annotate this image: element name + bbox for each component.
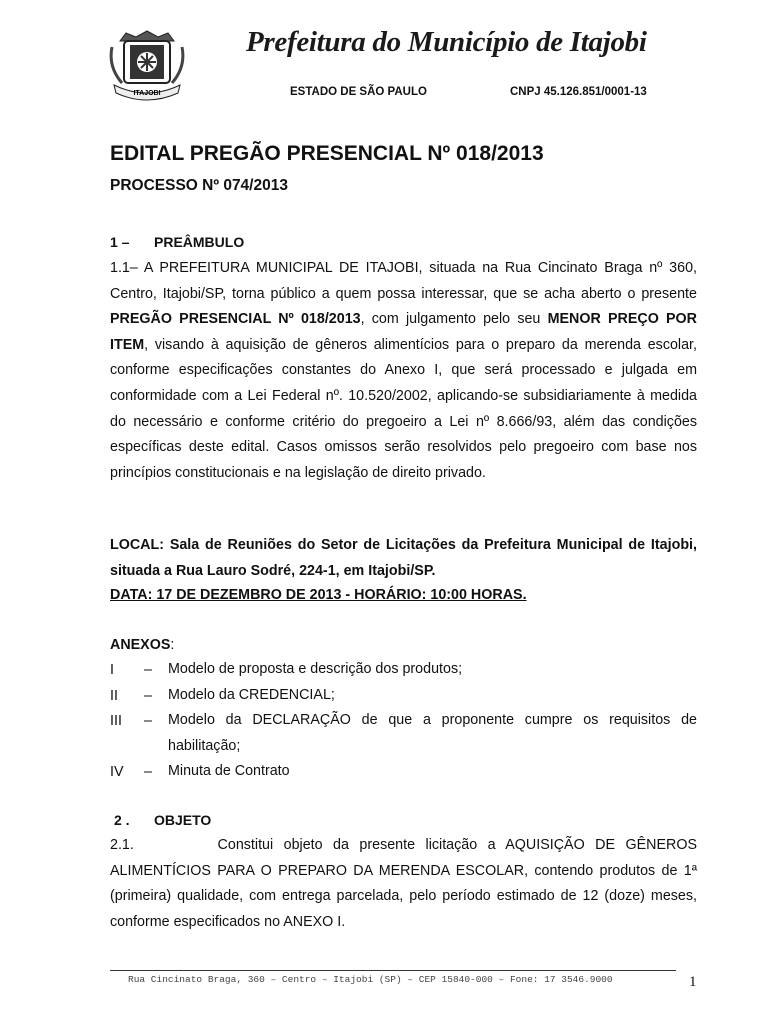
preambulo-paragraph: 1.1– A PREFEITURA MUNICIPAL DE ITAJOBI, situada na Rua Cincinato Braga nº 360, Centro, Itajobi/SP, torna público a quem possa interessar, que se acha aberto o presente PREGÃO PRESENCIAL Nº 018/2013, com julgamento pelo seu MENOR PREÇO POR ITEM, visando à aquisição de gêneros alimentícios para o preparo da merenda escolar, conforme especificações constantes do Anexo I, que será processado e julgada em conformidade com a Lei Federal nº. 10.520/2002, aplicando-se subsidiariamente à medida do necessário e conforme critério do pregoeiro a Lei nº 8.666/93, além das condições específicas deste edital. Casos omissos serão resolvidos pelo pregoeiro com base nos princípios constitucionais e na legislação de direito privado. [110, 260, 697, 481]
processo-title: PROCESSO Nº 074/2013 [110, 177, 288, 194]
anexo-roman: III [110, 713, 122, 729]
crest-text: ITAJOBI [133, 90, 161, 97]
anexo-dash: – [144, 662, 152, 678]
anexos-heading: ANEXOS: [110, 637, 175, 653]
state-label: ESTADO DE SÃO PAULO [290, 86, 427, 98]
edital-title: EDITAL PREGÃO PRESENCIAL Nº 018/2013 [110, 142, 544, 165]
data-line: DATA: 17 DE DEZEMBRO DE 2013 - HORÁRIO: 10:00 HORAS. [110, 587, 527, 603]
page-number: 1 [689, 974, 697, 990]
objeto-paragraph: 2.1. Constitui objeto da presente licitação a AQUISIÇÃO DE GÊNEROS ALIMENTÍCIOS PARA O PREPARO DA MERENDA ESCOLAR, contendo produtos de 1ª (primeira) qualidade, com entrega parcelada, pelo período estimado de 12 (doze) meses, conforme especificados no ANEXO I. [110, 837, 701, 930]
anexo-dash: – [144, 713, 152, 729]
municipality-title: Prefeitura do Município de Itajobi [246, 26, 647, 58]
anexo-roman: II [110, 688, 118, 704]
anexo-text: Modelo da DECLARAÇÃO de que a proponente cumpre os requisitos de habilitação; [168, 712, 697, 754]
section-1-title: PREÂMBULO [154, 234, 245, 250]
anexo-roman: IV [110, 764, 124, 780]
local-paragraph: LOCAL: Sala de Reuniões do Setor de Licitações da Prefeitura Municipal de Itajobi, situada a Rua Lauro Sodré, 224-1, em Itajobi/SP. [110, 537, 697, 579]
section-1-number: 1 – [110, 234, 130, 250]
footer-address: Rua Cincinato Braga, 360 – Centro – Itajobi (SP) – CEP 15840-000 – Fone: 17 3546.9000 [128, 974, 613, 985]
anexo-text: Modelo da CREDENCIAL; [168, 687, 335, 703]
anexo-dash: – [144, 764, 152, 780]
municipal-crest-logo [106, 27, 188, 105]
anexo-text: Minuta de Contrato [168, 763, 290, 779]
anexo-text: Modelo de proposta e descrição dos produtos; [168, 661, 463, 677]
anexo-dash: – [144, 688, 152, 704]
section-2-title: OBJETO [154, 812, 212, 828]
section-2-number: 2 . [114, 812, 130, 828]
cnpj-label: CNPJ 45.126.851/0001-13 [510, 86, 647, 98]
footer-divider [110, 970, 676, 971]
anexo-roman: I [110, 662, 114, 678]
